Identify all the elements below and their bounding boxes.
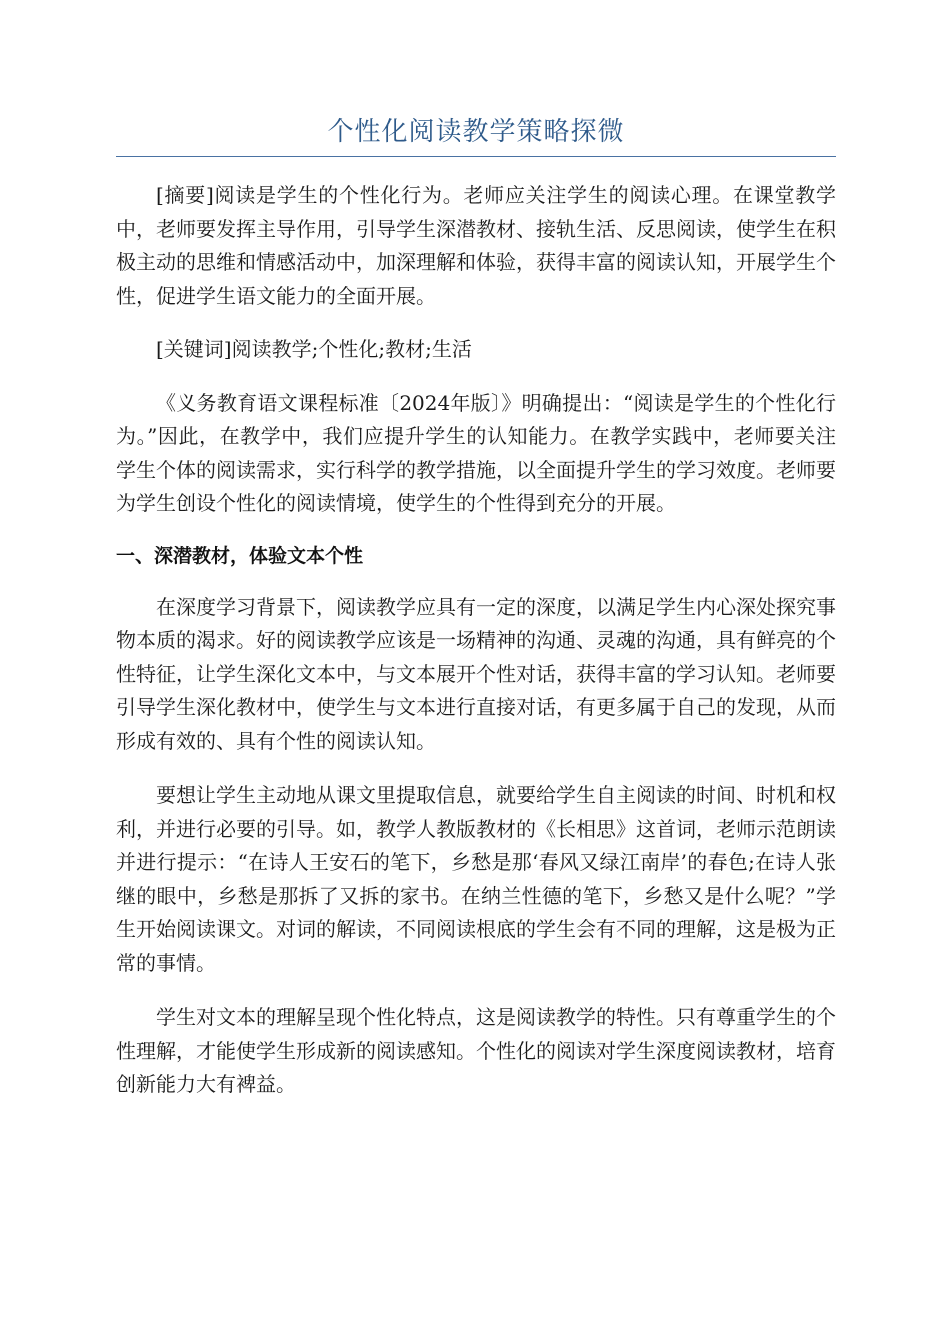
intro-paragraph: 《义务教育语文课程标准〔2024年版〕》明确提出：“阅读是学生的个性化行为。”因此，在教学中，我们应提升学生的认知能力。在教学实践中，老师要关注学生个体的阅读需求，实行科学的教学措施，以全面提升学生的学习效度。老师要为学生创设个性化的阅读情境，使学生的个性得到充分的开展。 <box>116 390 836 515</box>
body-paragraph: 学生对文本的理解呈现个性化特点，这是阅读教学的特性。只有尊重学生的个性理解，才能使学生形成新的阅读感知。个性化的阅读对学生深度阅读教材，培育创新能力大有裨益。 <box>116 1005 836 1096</box>
document-title: 个性化阅读教学策略探微 <box>116 112 836 157</box>
abstract-paragraph: [摘要]阅读是学生的个性化行为。老师应关注学生的阅读心理。在课堂教学中，老师要发挥主导作用，引导学生深潜教材、接轨生活、反思阅读，使学生在积极主动的思维和情感活动中，加深理解和体验，获得丰富的阅读认知，开展学生个性，促进学生语文能力的全面开展。 <box>116 183 836 308</box>
body-paragraph: 要想让学生主动地从课文里提取信息，就要给学生自主阅读的时间、时机和权利，并进行必要的引导。如，教学人教版教材的《长相思》这首词，老师示范朗读并进行提示：“在诗人王安石的笔下，乡愁是那‘春风又绿江南岸’的春色;在诗人张继的眼中，乡愁是那拆了又拆的家书。在纳兰性德的笔下，乡愁又是什么呢？”学生开始阅读课文。对词的解读，不同阅读根底的学生会有不同的理解，这是极为正常的事情。 <box>116 783 836 975</box>
keywords-paragraph: [关键词]阅读教学;个性化;教材;生活 <box>156 337 472 361</box>
document-page <box>116 112 836 1102</box>
section-heading: 一、深潜教材，体验文本个性 <box>116 544 364 567</box>
body-paragraph: 在深度学习背景下，阅读教学应具有一定的深度，以满足学生内心深处探究事物本质的渴求。好的阅读教学应该是一场精神的沟通、灵魂的沟通，具有鲜亮的个性特征，让学生深化文本中，与文本展开个性对话，获得丰富的学习认知。老师要引导学生深化教材中，使学生与文本进行直接对话，有更多属于自己的发现，从而形成有效的、具有个性的阅读认知。 <box>116 594 836 753</box>
